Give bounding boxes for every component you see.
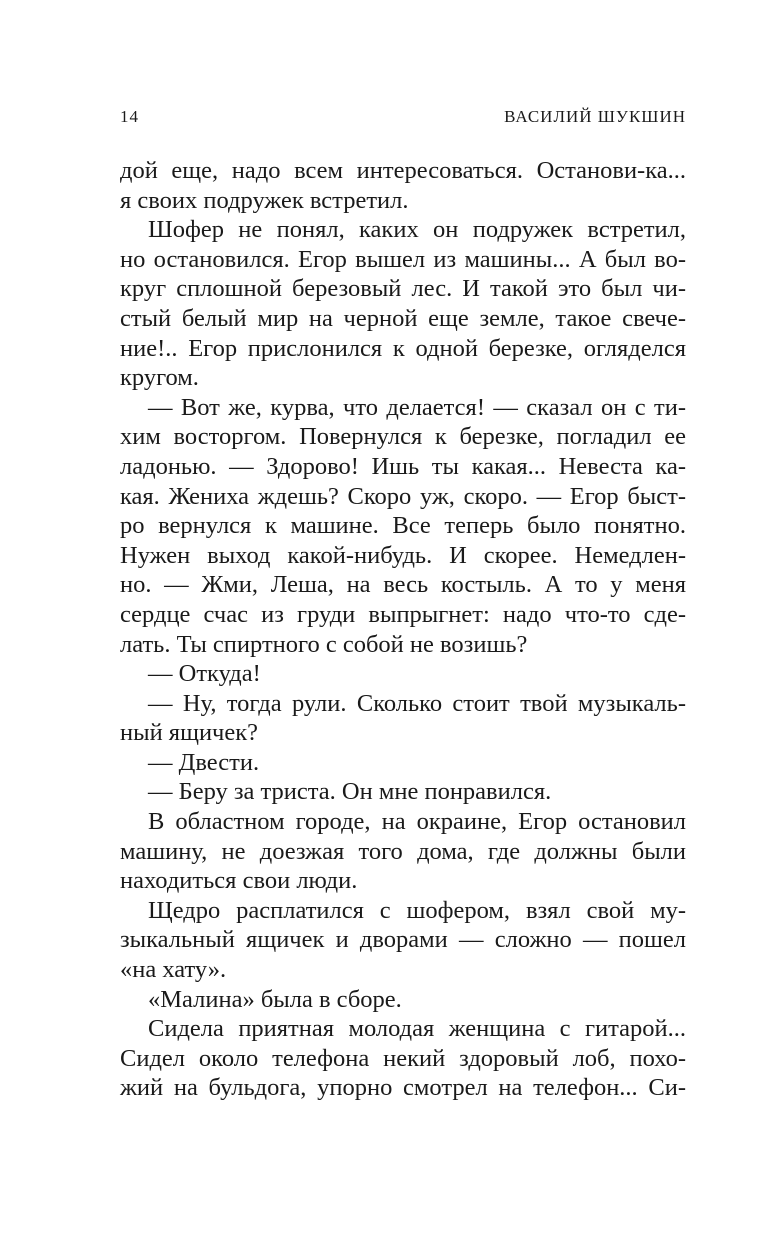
- text-line: стый белый мир на черной еще земле, такое свече-: [120, 304, 686, 332]
- text-line: «Малина» была в сборе.: [148, 985, 402, 1013]
- text-line: — Беру за триста. Он мне понравился.: [148, 778, 552, 806]
- text-line: хим восторгом. Повернулся к березке, погладил ее: [120, 423, 686, 451]
- text-line: зыкальный ящичек и дворами — сложно — пошел: [120, 926, 686, 954]
- text-line: находиться свои люди.: [120, 867, 358, 895]
- running-head-author: ВАСИЛИЙ ШУКШИН: [504, 107, 686, 126]
- page-number: 14: [120, 107, 139, 126]
- text-line: жий на бульдога, упорно смотрел на телефон... Си-: [120, 1074, 686, 1102]
- text-line: Нужен выход какой-нибудь. И скорее. Немедлен-: [120, 541, 686, 569]
- text-line: кая. Жениха ждешь? Скоро уж, скоро. — Егор быст-: [120, 482, 686, 510]
- text-line: Щедро расплатился с шофером, взял свой му-: [148, 896, 686, 924]
- text-line: дой еще, надо всем интересоваться. Останови-ка...: [120, 157, 686, 184]
- text-line: круг сплошной березовый лес. И такой это был чи-: [120, 275, 686, 303]
- body-text: [120, 156, 686, 1103]
- text-line: кругом.: [120, 364, 199, 392]
- text-line: но остановился. Егор вышел из машины... А был во-: [120, 245, 686, 273]
- text-line: Сидела приятная молодая женщина с гитарой...: [148, 1015, 686, 1043]
- text-line: Сидел около телефона некий здоровый лоб, похо-: [120, 1044, 686, 1072]
- text-line: — Двести.: [148, 748, 260, 776]
- text-line: ный ящичек?: [120, 719, 259, 747]
- text-line: сердце счас из груди выпрыгнет: надо что-то сде-: [120, 600, 686, 628]
- running-head: [120, 107, 686, 131]
- text-line: я своих подружек встретил.: [120, 186, 409, 214]
- text-line: ние!.. Егор прислонился к одной березке, огляделся: [120, 334, 686, 362]
- text-line: — Вот же, курва, что делается! — сказал он с ти-: [148, 393, 686, 421]
- text-line: «на хату».: [120, 956, 227, 984]
- text-line: — Откуда!: [148, 660, 261, 688]
- text-line: В областном городе, на окраине, Егор остановил: [148, 808, 686, 836]
- text-line: но. — Жми, Леша, на весь костыль. А то у меня: [120, 571, 686, 599]
- text-line: — Ну, тогда рули. Сколько стоит твой музыкаль-: [148, 689, 686, 717]
- text-line: Шофер не понял, каких он подружек встретил,: [148, 216, 686, 244]
- text-line: ро вернулся к машине. Все теперь было понятно.: [120, 512, 686, 540]
- text-line: лать. Ты спиртного с собой не возишь?: [120, 630, 528, 658]
- text-line: ладонью. — Здорово! Ишь ты какая... Невеста ка-: [120, 452, 686, 480]
- text-line: машину, не доезжая того дома, где должны были: [120, 837, 686, 865]
